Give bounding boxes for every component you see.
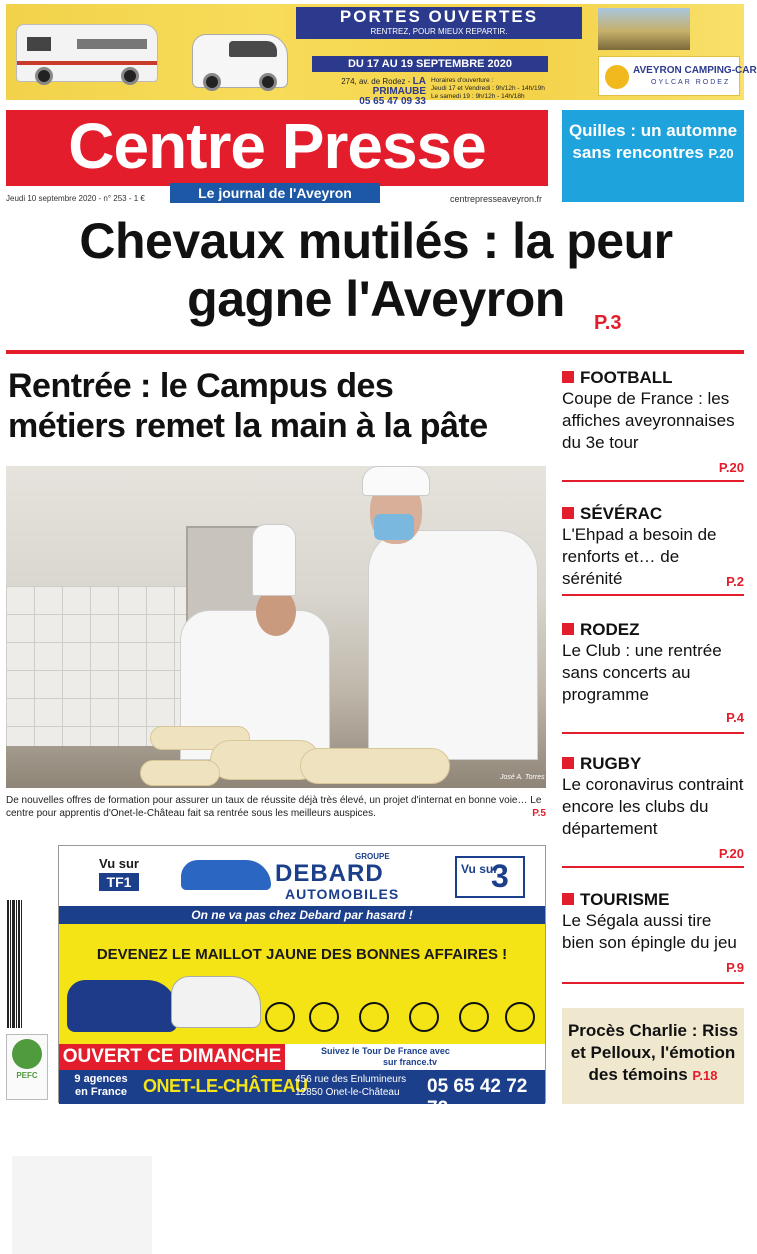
- page-ref: P.2: [726, 574, 744, 589]
- ad-contact-bar: 9 agences en France ONET-LE-CHÂTEAU 456 rue des Enlumineurs 12850 Onet-le-Château 05 65 42 72 72: [59, 1070, 545, 1104]
- chef-hat: [252, 524, 296, 596]
- ad-headline: DEVENEZ LE MAILLOT JAUNE DES BONNES AFFAIRES !: [96, 946, 508, 963]
- headline-page-ref: P.3: [594, 312, 622, 334]
- sidebar-item-severac[interactable]: SÉVÉRAC L'Ehpad a besoin de renforts et… de sérénité P.2: [562, 504, 744, 600]
- sidebar-item-tourisme[interactable]: TOURISME Le Ségala aussi tire bien son épingle du jeu P.9: [562, 890, 744, 990]
- page-ref: P.20: [708, 146, 734, 161]
- ad-dates: DU 17 AU 19 SEPTEMBRE 2020: [312, 56, 548, 72]
- page-ref: P.18: [692, 1068, 718, 1083]
- apprentice: [368, 530, 538, 760]
- sidebar-item-rugby[interactable]: RUGBY Le coronavirus contraint encore les clubs du département P.20: [562, 754, 744, 872]
- debard-advertisement[interactable]: Vu sur TF1 GROUPE DEBARD AUTOMOBILES Vu sur 3 On ne va pas chez Debard par hasard ! DEVENEZ LE MAILLOT JAUNE DES BONNES AFFAIRES ! OUVERT CE DIMANCHE Suivez le Tour De France avec sur france.tv 9 agences en France ONET-LE-CHÂTEAU 456 rue des Enlumineurs 12850 Onet-le-Château 05 65 42 72 72: [58, 845, 546, 1103]
- ad-banner-title: PORTES OUVERTES: [339, 7, 539, 26]
- brand-name: DEBARD: [275, 860, 384, 887]
- page-ref: P.4: [726, 710, 744, 725]
- page-ref: P.9: [726, 960, 744, 975]
- car-icon: [181, 860, 271, 890]
- couple-photo: [598, 8, 690, 50]
- barcode: [6, 900, 22, 1028]
- photo-credit: José A. Torres: [500, 774, 545, 781]
- sidebar-item-football[interactable]: FOOTBALL Coupe de France : les affiches aveyronnaises du 3e tour P.20: [562, 368, 744, 484]
- pefc-logo: PEFC: [6, 1034, 48, 1100]
- photo-caption: De nouvelles offres de formation pour assurer un taux de réussite déjà très élevé, un projet d'internat en bonne voie… Le centre pour apprentis d'Onet-le-Château fait sa rentrée sous les meilleurs auspices. P.5: [6, 795, 546, 819]
- van-image: [192, 34, 288, 88]
- ad-banner: [296, 7, 582, 39]
- tree-icon: [12, 1039, 42, 1069]
- newspaper-title: Centre Presse: [68, 110, 486, 182]
- ad-phone: 05 65 42 72 72: [427, 1076, 528, 1119]
- top-advertisement[interactable]: [6, 4, 757, 107]
- tf1-badge: Vu sur TF1: [99, 856, 139, 890]
- ad-hours: Horaires d'ouverture : Jeudi 17 et Vendredi : 9h/12h - 14h/19h Le samedi 19 : 9h/12h - 14h/18h: [431, 77, 545, 100]
- tagline: Le journal de l'Aveyron: [170, 183, 380, 203]
- story-title[interactable]: Rentrée : le Campus des métiers remet la main à la pâte: [8, 367, 488, 445]
- masthead: [6, 110, 548, 186]
- caption-page-ref: P.5: [532, 808, 546, 819]
- issue-dateline: Jeudi 10 septembre 2020 - n° 253 - 1 €: [6, 194, 145, 203]
- main-headline[interactable]: Chevaux mutilés : la peur gagne l'Aveyron: [79, 213, 673, 327]
- teaser-charlie[interactable]: Procès Charlie : Riss et Pelloux, l'émotion des témoins P.18: [562, 1008, 744, 1104]
- ad-slogan: On ne va pas chez Debard par hasard !: [59, 906, 545, 924]
- ad-address: 274, av. de Rodez - LA PRIMAUBE 05 65 47 09 33: [341, 76, 426, 107]
- website-link[interactable]: centrepresseaveyron.fr: [450, 194, 543, 204]
- ad-address: 456 rue des Enlumineurs 12850 Onet-le-Château: [295, 1074, 407, 1098]
- camping-car-logo: AVEYRON CAMPING-CAR OYLCAR RODEZ: [598, 56, 740, 96]
- tour-de-france: Suivez le Tour De France avec sur france.tv: [321, 1046, 450, 1067]
- divider: [6, 350, 744, 354]
- cyclist-icon: [265, 1002, 295, 1032]
- ad-yellow-panel: [59, 924, 545, 1044]
- face-mask: [374, 514, 414, 540]
- ad-town: LA PRIMAUBE: [372, 76, 426, 97]
- open-sunday: OUVERT CE DIMANCHE: [59, 1044, 285, 1070]
- car-image: [67, 980, 177, 1032]
- sun-icon: [605, 65, 629, 89]
- ad-phone: 05 65 47 09 33: [359, 96, 426, 107]
- france3-badge: Vu sur 3: [455, 856, 525, 898]
- page-ref: P.20: [718, 846, 744, 861]
- ad-city: ONET-LE-CHÂTEAU: [143, 1076, 308, 1096]
- sidebar-item-rodez[interactable]: RODEZ Le Club : une rentrée sans concerts au programme P.4: [562, 620, 744, 738]
- motorhome-image: [16, 24, 158, 82]
- page-ref: P.20: [718, 460, 744, 475]
- teaser-quilles[interactable]: Quilles : un automne sans rencontres P.20: [562, 110, 744, 202]
- ad-banner-subtitle: RENTREZ, POUR MIEUX REPARTIR.: [370, 27, 508, 36]
